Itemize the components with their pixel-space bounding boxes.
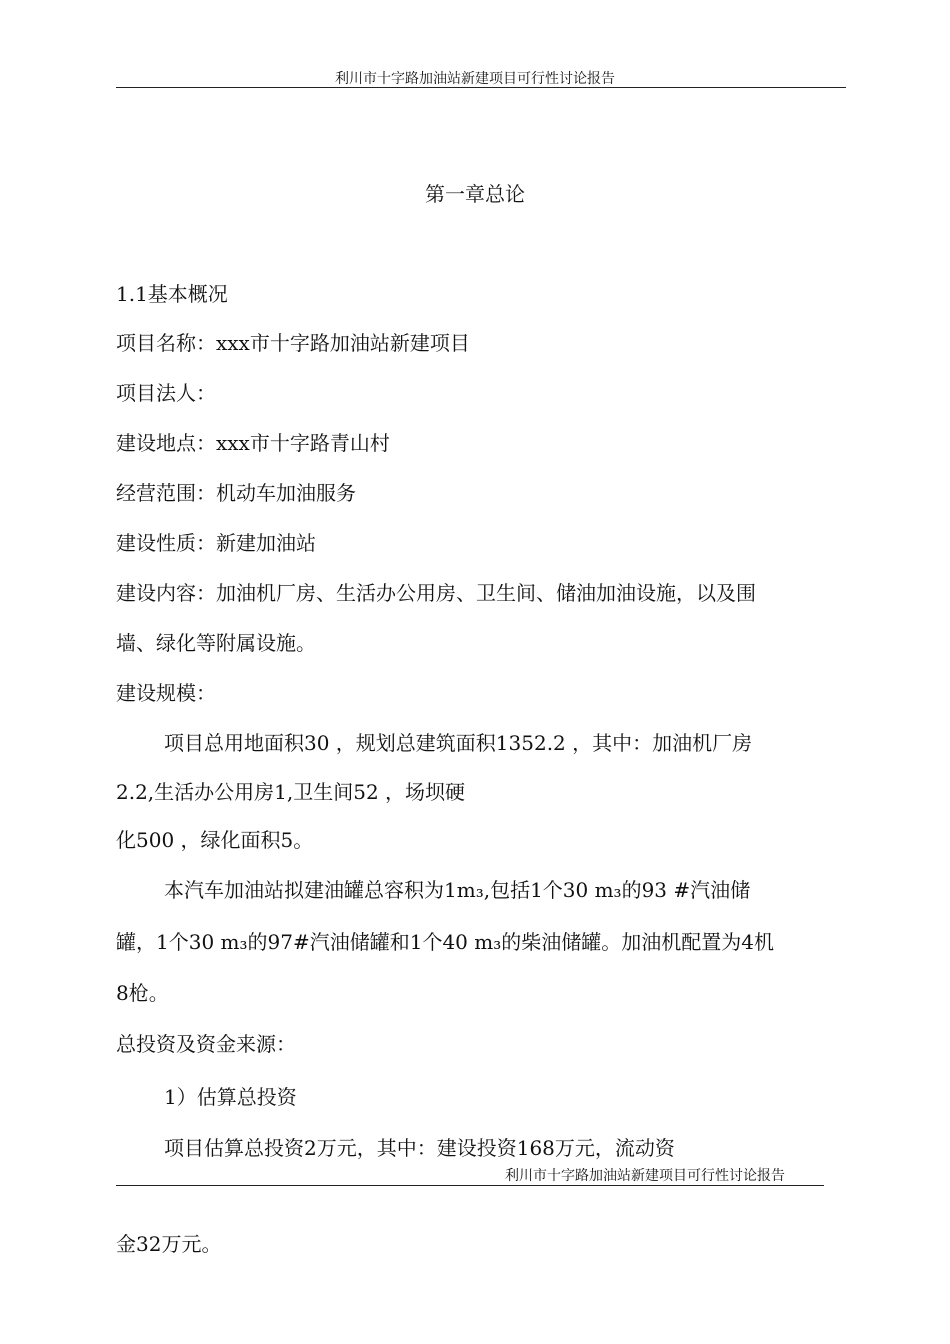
header-rule	[116, 87, 846, 88]
construction-scale-label: 建设规模：	[116, 681, 216, 705]
chapter-title: 第一章总论	[425, 182, 525, 206]
investment-heading: 总投资及资金来源：	[116, 1032, 296, 1056]
scale-paragraph-line-3: 化500 ，绿化面积5。	[116, 828, 314, 852]
tank-paragraph-line-1: 本汽车加油站拟建油罐总容积为1m₃,包括1个30 m₃的93 #汽油储	[164, 878, 751, 902]
tank-paragraph-line-2: 罐，1个30 m₃的97#汽油储罐和1个40 m₃的柴油储罐。加油机配置为4机	[116, 930, 774, 954]
investment-paragraph-line: 项目估算总投资2万元，其中：建设投资168万元，流动资	[164, 1136, 675, 1160]
footer-rule	[116, 1185, 824, 1186]
construction-content-line: 建设内容：加油机厂房、生活办公用房、卫生间、储油加油设施，以及围	[116, 581, 756, 605]
running-footer: 利川市十字路加油站新建项目可行性讨论报告	[505, 1168, 785, 1184]
legal-person-line: 项目法人：	[116, 381, 216, 405]
project-name-line: 项目名称：xxx市十字路加油站新建项目	[116, 331, 470, 355]
location-line: 建设地点：xxx市十字路青山村	[116, 431, 390, 455]
tank-paragraph-line-3: 8枪。	[116, 981, 169, 1005]
scale-paragraph-line-1: 项目总用地面积30 ，规划总建筑面积1352.2 ，其中：加油机厂房	[164, 731, 753, 755]
construction-nature-line: 建设性质：新建加油站	[116, 531, 316, 555]
section-heading: 1.1基本概况	[116, 282, 228, 306]
construction-content-line-2: 墙、绿化等附属设施。	[116, 631, 316, 655]
scale-paragraph-line-2: 2.2,生活办公用房1,卫生间52 ，场坝硬	[116, 780, 466, 804]
business-scope-line: 经营范围：机动车加油服务	[116, 481, 356, 505]
investment-subheading: 1）估算总投资	[164, 1085, 297, 1109]
continuation-line: 金32万元。	[116, 1232, 222, 1256]
running-header: 利川市十字路加油站新建项目可行性讨论报告	[335, 71, 615, 87]
